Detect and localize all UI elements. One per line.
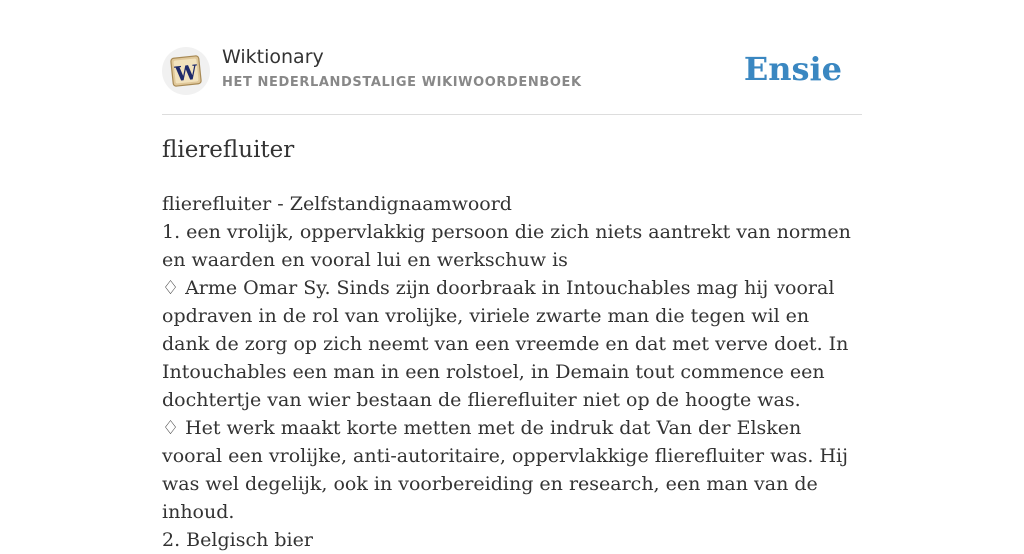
example-2: ♢ Het werk maakt korte metten met de indruk dat Van der Elsken vooral een vrolijke, anti-autoritaire, oppervlakkige flierefluiter was. Hij was wel degelijk, ook in voorbereiding en research, een man van de inhoud. — [162, 417, 849, 523]
wiktionary-w-icon[interactable] — [162, 47, 210, 95]
word-type-line: flierefluiter - Zelfstandignaamwoord — [162, 193, 512, 215]
example-1: ♢ Arme Omar Sy. Sinds zijn doorbraak in Intouchables mag hij vooral opdraven in de rol van vrolijke, viriele zwarte man die tegen wil en dank de zorg op zich neemt van een vreemde en dat met verve doet. In Intouchables een man in een rolstoel, in Demain tout commence een dochtertje van wier bestaan de flierefluiter niet op de hoogte was. — [162, 277, 849, 411]
svg-text:W: W — [173, 59, 199, 87]
definition-1: 1. een vrolijk, oppervlakkig persoon die zich niets aantrekt van normen en waarden en vooral lui en werkschuw is — [162, 221, 851, 271]
site-tagline: HET NEDERLANDSTALIGE WIKIWOORDENBOEK — [222, 75, 582, 90]
page-title: flierefluiter — [162, 137, 295, 163]
entry-content — [162, 190, 862, 554]
definition-2: 2. Belgisch bier — [162, 529, 313, 551]
site-header — [162, 44, 862, 115]
ensie-logo[interactable]: Ensie — [743, 50, 842, 88]
site-name[interactable]: Wiktionary — [222, 46, 324, 68]
